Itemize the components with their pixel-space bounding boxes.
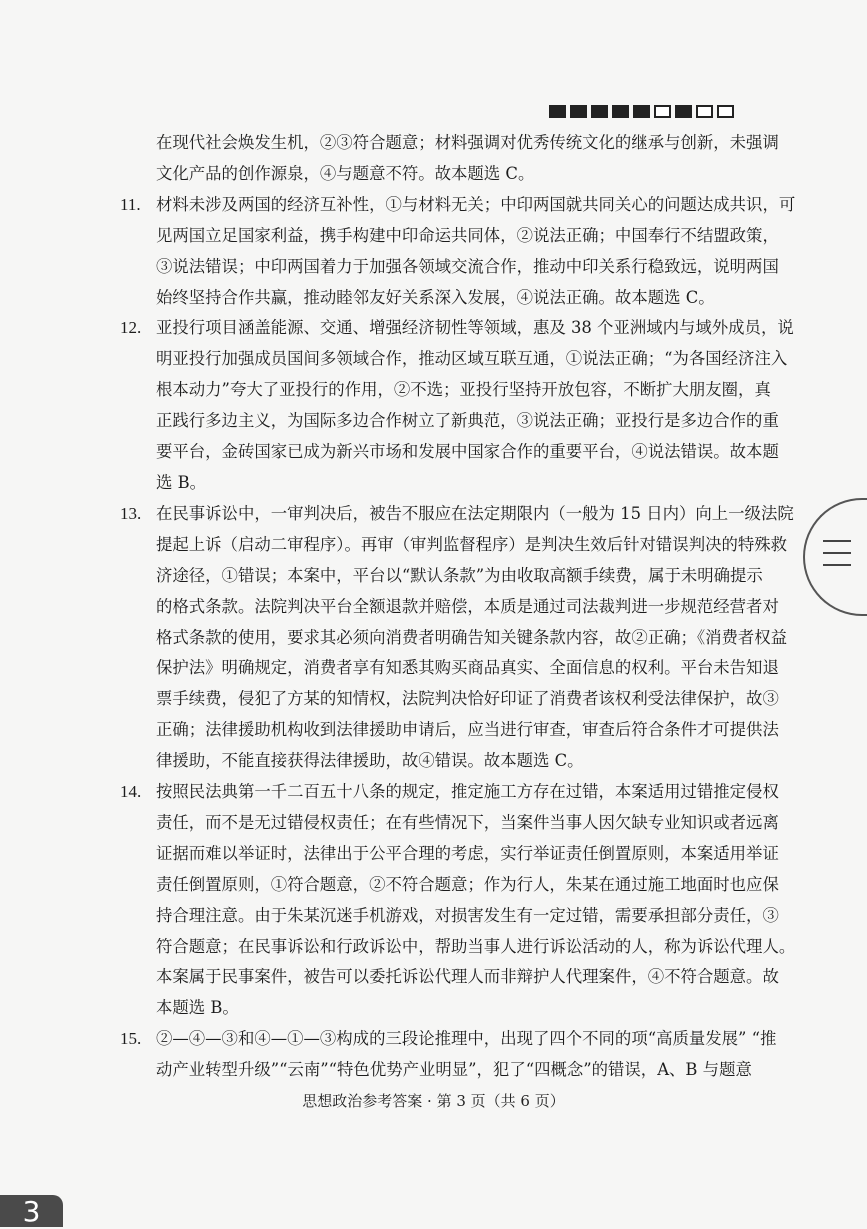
answer-continuation <box>120 128 779 190</box>
text-line: 明亚投行加强成员国间多领域合作，推动区域互联互通，①说法正确；“为各国经济注入 <box>156 349 788 369</box>
answer-content <box>120 128 796 1086</box>
text-line: 根本动力”夸大了亚投行的作用，②不选；亚投行坚持开放包容，不断扩大朋友圈，真 <box>156 380 771 400</box>
text-line: 的格式条款。法院判决平台全额退款并赔偿，本质是通过司法裁判进一步规范经营者对 <box>156 596 779 616</box>
text-line: ③说法错误；中印两国着力于加强各领域交流合作，推动中印关系行稳致远，说明两国 <box>156 256 779 276</box>
item-text <box>156 190 796 314</box>
text-line: 按照民法典第一千二百五十八条的规定，推定施工方存在过错，本案适用过错推定侵权 <box>156 782 779 802</box>
progress-square <box>570 105 587 118</box>
text-line: 律援助，不能直接获得法律援助，故④错误。故本题选 C。 <box>156 751 584 771</box>
answer-item <box>120 190 796 314</box>
menu-icon[interactable] <box>805 500 867 614</box>
text-line: 提起上诉（启动二审程序）。再审（审判监督程序）是判决生效后针对错误判决的特殊救 <box>156 534 788 554</box>
item-text <box>156 777 796 1024</box>
text-line: 保护法》明确规定，消费者享有知悉其购买商品真实、全面信息的权利。平台未告知退 <box>156 658 779 678</box>
progress-square <box>675 105 692 118</box>
text-line: 文化产品的创作源泉，④与题意不符。故本题选 C。 <box>156 163 535 183</box>
item-text <box>156 313 794 498</box>
item-text <box>156 499 794 777</box>
progress-square <box>696 105 713 118</box>
page-footer: 思想政治参考答案 · 第 3 页（共 6 页） <box>302 1092 565 1110</box>
progress-square <box>549 105 566 118</box>
text-line: 票手续费，侵犯了方某的知情权，法院判决恰好印证了消费者该权利受法律保护，故③ <box>156 689 779 709</box>
item-number: 13. <box>120 503 142 523</box>
answer-item <box>120 313 794 498</box>
item-number: 12. <box>120 318 142 338</box>
progress-square <box>633 105 650 118</box>
text-line: ②—④—③和④—①—③构成的三段论推理中，出现了四个不同的项“高质量发展” “推 <box>156 1029 777 1049</box>
progress-square <box>717 105 734 118</box>
text-line: 证据而难以举证时，法律出于公平合理的考虑，实行举证责任倒置原则，本案适用举证 <box>156 843 779 863</box>
progress-square <box>591 105 608 118</box>
text-line: 材料未涉及两国的经济互补性，①与材料无关；中印两国就共同关心的问题达成共识，可 <box>156 194 796 214</box>
side-menu-tab[interactable] <box>803 498 867 616</box>
text-line: 责任，而不是无过错侵权责任；在有些情况下，当案件当事人因欠缺专业知识或者远离 <box>156 812 779 832</box>
item-number: 14. <box>120 782 142 802</box>
item-text <box>156 1024 777 1086</box>
text-line: 见两国立足国家利益，携手构建中印命运共同体，②说法正确；中国奉行不结盟政策， <box>156 225 779 245</box>
text-line: 格式条款的使用，要求其必须向消费者明确告知关键条款内容，故②正确；《消费者权益 <box>156 627 788 647</box>
text-line: 责任倒置原则，①符合题意，②不符合题意；作为行人，朱某在通过施工地面时也应保 <box>156 874 779 894</box>
text-line: 在现代社会焕发生机，②③符合题意；材料强调对优秀传统文化的继承与创新，未强调 <box>156 133 779 152</box>
answer-item <box>120 499 794 777</box>
text-line: 始终坚持合作共赢，推动睦邻友好关系深入发展，④说法正确。故本题选 C。 <box>156 287 715 307</box>
item-number: 15. <box>120 1029 142 1049</box>
item-text <box>156 128 779 190</box>
text-line: 本题选 B。 <box>156 998 239 1018</box>
answer-item <box>120 1024 777 1086</box>
text-line: 本案属于民事案件，被告可以委托诉讼代理人而非辩护人代理案件，④不符合题意。故 <box>156 967 779 987</box>
text-line: 持合理注意。由于朱某沉迷手机游戏，对损害发生有一定过错，需要承担部分责任，③ <box>156 905 779 925</box>
text-line: 动产业转型升级”“云南”“特色优势产业明显”，犯了“四概念”的错误，A、B 与题意 <box>156 1060 752 1080</box>
text-line: 亚投行项目涵盖能源、交通、增强经济韧性等领域，惠及 38 个亚洲域内与域外成员，说 <box>156 318 794 338</box>
item-number: 11. <box>120 194 141 214</box>
progress-square <box>654 105 671 118</box>
progress-square <box>612 105 629 118</box>
answer-item <box>120 777 796 1024</box>
progress-squares <box>549 105 734 118</box>
text-line: 选 B。 <box>156 472 207 492</box>
text-line: 在民事诉讼中，一审判决后，被告不服应在法定期限内（一般为 15 日内）向上一级法院 <box>156 503 794 523</box>
text-line: 正践行多边主义，为国际多边合作树立了新典范，③说法正确；亚投行是多边合作的重 <box>156 411 779 431</box>
text-line: 正确；法律援助机构收到法律援助申请后，应当进行审查，审查后符合条件才可提供法 <box>156 720 779 740</box>
text-line: 要平台，金砖国家已成为新兴市场和发展中国家合作的重要平台，④说法错误。故本题 <box>156 442 779 462</box>
page-number-badge: 3 <box>0 1195 63 1227</box>
text-line: 济途径，①错误；本案中，平台以“默认条款”为由收取高额手续费，属于未明确提示 <box>156 565 763 585</box>
text-line: 符合题意；在民事诉讼和行政诉讼中，帮助当事人进行诉讼活动的人，称为诉讼代理人。 <box>156 936 796 956</box>
